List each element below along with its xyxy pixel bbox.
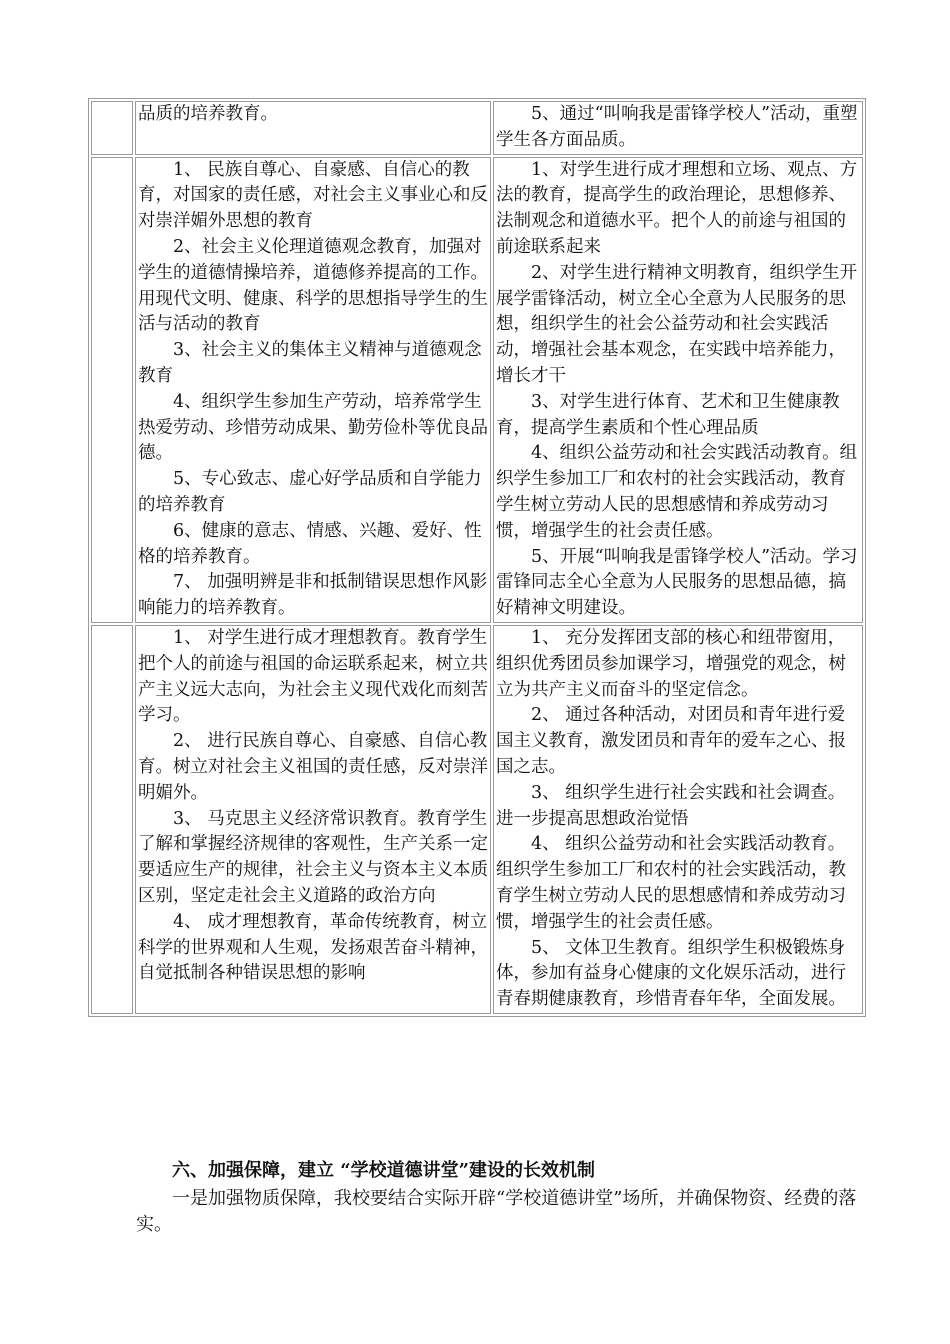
- table-cell-label: [91, 157, 133, 623]
- cell-paragraph: 4、 组织公益劳动和社会实践活动教育。组织学生参加工厂和农村的社会实践活动，教育学生树立劳动人民的思想感情和养成劳动习惯，增强学生的社会责任感。: [496, 834, 846, 932]
- table-cell-content: [135, 157, 491, 623]
- cell-paragraph: 2、社会主义伦理道德观念教育，加强对学生的道德情操培养，道德修养提高的工作。用现代文明、健康、科学的思想指导学生的生活与活动的教育: [138, 236, 488, 335]
- cell-paragraph: 5、专心致志、虚心好学品质和自学能力的培养教育: [138, 469, 482, 515]
- table-cell-content: [493, 625, 863, 1014]
- table-cell-content: [493, 101, 863, 155]
- cell-paragraph: 4、组织公益劳动和社会实践活动教育。组织学生参加工厂和农村的社会实践活动，教育学生树立劳动人民的思想感情和养成劳动习惯，增强学生的社会责任感。: [496, 443, 858, 541]
- table-cell-label: [91, 101, 133, 155]
- cell-paragraph: 1、 充分发挥团支部的核心和纽带窗用，组织优秀团员参加课学习，增强党的观念，树立为共产主义而奋斗的坚定信念。: [496, 627, 846, 700]
- cell-paragraph: 5、通过“叫响我是雷锋学校人”活动，重塑学生各方面品质。: [496, 104, 858, 150]
- cell-paragraph: 4、 成才理想教育，革命传统教育，树立科学的世界观和人生观，发扬艰苦奋斗精神，自觉抵制各种错误思想的影响: [138, 911, 488, 984]
- section-heading: 六、加强保障，建立 “学校道德讲堂”建设的长效机制: [172, 1160, 595, 1181]
- section-paragraph: 一是加强物质保障，我校要结合实际开辟“学校道德讲堂”场所，并确保物资、经费的落实。: [136, 1188, 857, 1235]
- cell-paragraph: 3、社会主义的集体主义精神与道德观念教育: [138, 340, 482, 386]
- cell-paragraph: 1、 对学生进行成才理想教育。教育学生把个人的前途与祖国的命运联系起来，树立共产主义远大志向，为社会主义现代戏化而刻苦学习。: [138, 627, 488, 726]
- cell-paragraph: 4、组织学生参加生产劳动，培养常学生热爱劳动、珍惜劳动成果、勤劳俭朴等优良品德。: [138, 391, 488, 464]
- plan-table: [88, 98, 866, 1017]
- cell-paragraph: 5、 文体卫生教育。组织学生积极锻炼身体，参加有益身心健康的文化娱乐活动，进行青春期健康教育，珍惜青春年华，全面发展。: [496, 937, 846, 1010]
- table-cell-content: [493, 157, 863, 623]
- cell-paragraph: 1、对学生进行成才理想和立场、观点、方法的教育，提高学生的政治理论，思想修养、法制观念和道德水平。把个人的前途与祖国的前途联系起来: [496, 159, 858, 257]
- cell-paragraph: 3、 组织学生进行社会实践和社会调查。进一步提高思想政治觉悟: [496, 782, 846, 829]
- cell-paragraph: 5、开展“叫响我是雷锋学校人”活动。学习雷锋同志全心全意为人民服务的思想品德，搞好精神文明建设。: [496, 546, 858, 619]
- cell-paragraph: 2、 通过各种活动，对团员和青年进行爱国主义教育，激发团员和青年的爱车之心、报国之志。: [496, 705, 846, 777]
- table-row: [91, 101, 863, 155]
- table-row: [91, 157, 863, 623]
- cell-paragraph: 3、 马克思主义经济常识教育。教育学生了解和掌握经济规律的客观性，生产关系一定要适应生产的规律，社会主义与资本主义本质区别，坚定走社会主义道路的政治方向: [138, 808, 488, 906]
- cell-paragraph: 2、对学生进行精神文明教育，组织学生开展学雷锋活动，树立全心全意为人民服务的思想，组织学生的社会公益劳动和社会实践活动，增强社会基本观念，在实践中培养能力，增长才干: [496, 262, 858, 386]
- cell-paragraph: 3、对学生进行体育、艺术和卫生健康教育，提高学生素质和个性心理品质: [496, 391, 840, 438]
- table-cell-content: [135, 625, 491, 1014]
- table-row: [91, 625, 863, 1014]
- cell-paragraph: 1、 民族自尊心、自豪感、自信心的教育，对国家的责任感，对社会主义事业心和反对崇洋媚外思想的教育: [138, 159, 488, 232]
- table-cell-label: [91, 625, 133, 1014]
- cell-paragraph: 2、 进行民族自尊心、自豪感、自信心教育。树立对社会主义祖国的责任感，反对崇洋明媚外。: [138, 731, 488, 803]
- cell-paragraph: 7、 加强明辨是非和抵制错误思想作风影响能力的培养教育。: [138, 572, 488, 619]
- table-cell-content: [135, 101, 491, 155]
- cell-paragraph: 品质的培养教育。: [138, 104, 278, 124]
- cell-paragraph: 6、健康的意志、情感、兴趣、爱好、性格的培养教育。: [138, 520, 482, 567]
